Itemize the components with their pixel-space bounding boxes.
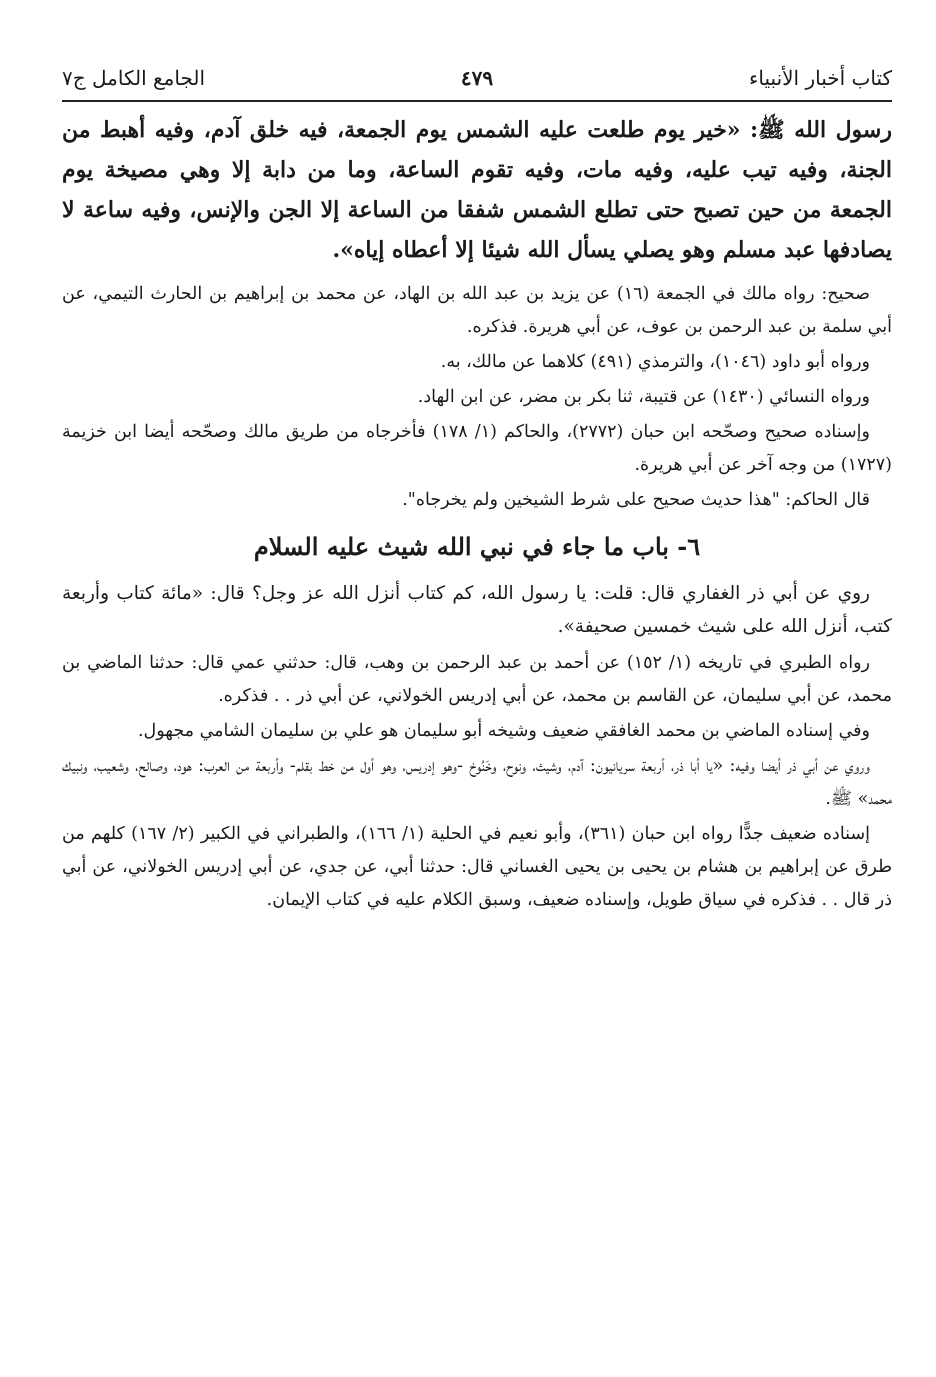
note-paragraph: صحيح: رواه مالك في الجمعة (١٦) عن يزيد بن عبد الله بن الهاد، عن محمد بن إبراهيم بن الحارث التيمي، عن أبي سلمة بن عبد الرحمن بن عوف، عن أبي هريرة. فذكره. xyxy=(62,284,892,337)
note-paragraph: ورواه النسائي (١٤٣٠) عن قتيبة، ثنا بكر بن مضر، عن ابن الهاد. xyxy=(417,387,870,407)
page-body xyxy=(62,110,892,917)
book-page xyxy=(62,60,892,919)
chapter-note: وروي عن أبي ذر أيضا وفيه: «يا أبا ذر، أربعة سريانيون: آدم، وشيث، ونوح، وخَنُوخ -وهو إدريس، وهو أول من خط بقلم- وأربعة من العرب: هود، وصالح، وشعيب، ونبيك محمد» ﷺ. xyxy=(62,756,892,809)
book-title: كتاب أخبار الأنبياء xyxy=(749,66,892,90)
main-hadith: رسول الله ﷺ: «خير يوم طلعت عليه الشمس يوم الجمعة، فيه خلق آدم، وفيه أهبط من الجنة، وفيه تيب عليه، وفيه مات، وفيه تقوم الساعة، وما من دابة إلا وهي مصيخة يوم الجمعة من حين تصبح حتى تطلع الشمس شفقا من الساعة إلا الجن والإنس، وفيه ساعة لا يصادفها عبد مسلم وهو يصلي يسأل الله شيئا إلا أعطاه إياه». xyxy=(62,117,892,263)
header-divider xyxy=(62,100,892,102)
note-paragraph: ورواه أبو داود (١٠٤٦)، والترمذي (٤٩١) كلاهما عن مالك، به. xyxy=(440,352,870,372)
volume-label: الجامع الكامل ج٧ xyxy=(62,66,206,90)
page-header xyxy=(62,60,892,100)
note-paragraph: وإسناده صحيح وصحّحه ابن حبان (٢٧٧٢)، والحاكم (١/ ١٧٨) فأخرجاه من طريق مالك وصحّحه أيضا ابن خزيمة (١٧٢٧) من وجه آخر عن أبي هريرة. xyxy=(62,422,892,475)
page-number: ٤٧٩ xyxy=(460,66,494,90)
chapter-note: رواه الطبري في تاريخه (١/ ١٥٢) عن أحمد بن عبد الرحمن بن وهب، قال: حدثني عمي قال: حدثنا الماضي بن محمد، عن أبي سليمان، عن القاسم بن محمد، عن أبي إدريس الخولاني، عن أبي ذر . . فذكره. xyxy=(62,653,892,706)
chapter-hadith: روي عن أبي ذر الغفاري قال: قلت: يا رسول الله، كم كتاب أنزل الله عز وجل؟ قال: «مائة كتاب وأربعة كتب، أنزل الله على شيث خمسين صحيفة». xyxy=(62,583,892,637)
chapter-note: إسناده ضعيف جدًّا رواه ابن حبان (٣٦١)، وأبو نعيم في الحلية (١/ ١٦٦)، والطبراني في الكبير (٢/ ١٦٧) كلهم من طرق عن إبراهيم بن هشام بن يحيى بن يحيى الغساني قال: حدثنا أبي، عن جدي، عن أبي إدريس الخولاني، عن أبي ذر قال . . فذكره في سياق طويل، وإسناده ضعيف، وسبق الكلام عليه في كتاب الإيمان. xyxy=(62,824,892,910)
chapter-title: ٦- باب ما جاء في نبي الله شيث عليه السلام xyxy=(253,532,701,561)
chapter-note: وفي إسناده الماضي بن محمد الغافقي ضعيف وشيخه أبو سليمان هو علي بن سليمان الشامي مجهول. xyxy=(137,721,870,741)
note-paragraph: قال الحاكم: "هذا حديث صحيح على شرط الشيخين ولم يخرجاه". xyxy=(402,490,870,510)
